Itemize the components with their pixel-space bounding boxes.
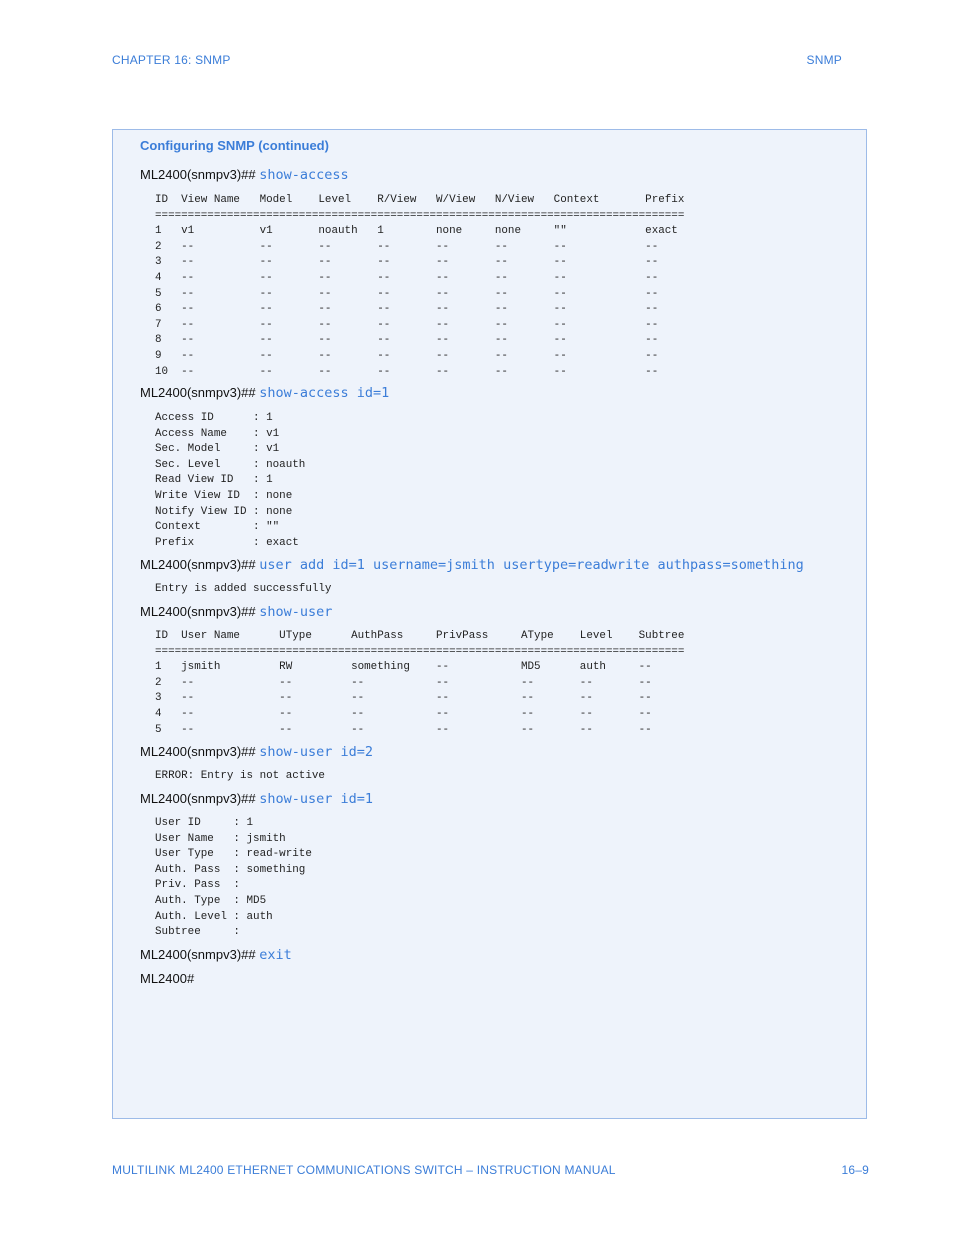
command-text: show-access [259,167,349,183]
prompt-label: ML2400(snmpv3)## [140,167,260,182]
detail-row: Context : "" [155,521,280,534]
command-text: show-user id=2 [259,744,374,760]
prompt-label: ML2400(snmpv3)## [140,791,260,806]
prompt-line [140,167,349,183]
user-detail [155,816,312,941]
detail-row: Sec. Level : noauth [155,458,306,471]
table-row: 4 -- -- -- -- -- -- -- [155,707,652,720]
table-row: 10 -- -- -- -- -- -- -- -- [155,365,659,378]
table-row: 1 v1 v1 noauth 1 none none "" exact [155,225,678,238]
prompt-label: ML2400(snmpv3)## [140,604,260,619]
prompt-line [140,791,373,807]
add-result: Entry is added successfully [155,583,332,595]
detail-row: Read View ID : 1 [155,474,273,487]
prompt-line [140,385,389,401]
table-row: 5 -- -- -- -- -- -- -- [155,723,652,736]
prompt-label: ML2400(snmpv3)## [140,557,260,572]
page-number: 16–9 [841,1163,869,1177]
box-title: Configuring SNMP (continued) [140,138,329,153]
prompt-line [140,947,292,963]
detail-row: Write View ID : none [155,489,293,502]
table-row: 3 -- -- -- -- -- -- -- -- [155,256,659,269]
table-separator: ================================================================================= [155,645,685,658]
section-header: SNMP [806,53,842,67]
detail-row: Sec. Model : v1 [155,443,280,456]
detail-row: Priv. Pass : [155,879,240,892]
detail-row: Auth. Level : auth [155,910,273,923]
detail-row: User Type : read-write [155,848,312,861]
command-text: exit [259,947,292,963]
table-row: 5 -- -- -- -- -- -- -- -- [155,287,659,300]
table-row: 9 -- -- -- -- -- -- -- -- [155,349,659,362]
table-row: 4 -- -- -- -- -- -- -- -- [155,271,659,284]
prompt-line [140,604,332,620]
detail-row: User Name : jsmith [155,832,286,845]
detail-row: Auth. Pass : something [155,863,306,876]
detail-row: Auth. Type : MD5 [155,894,267,907]
table-separator: ================================================================================= [155,209,685,222]
table-row: 8 -- -- -- -- -- -- -- -- [155,334,659,347]
detail-row: Access Name : v1 [155,427,280,440]
access-table [155,193,684,380]
final-prompt: ML2400# [140,971,195,986]
error-message: ERROR: Entry is not active [155,770,325,782]
table-row: 1 jsmith RW something -- MD5 auth -- [155,661,652,674]
table-row: 7 -- -- -- -- -- -- -- -- [155,318,659,331]
detail-row: Notify View ID : none [155,505,293,518]
detail-row: User ID : 1 [155,817,254,829]
table-row: 2 -- -- -- -- -- -- -- -- [155,240,659,253]
prompt-line [140,744,373,760]
manual-footer: MULTILINK ML2400 ETHERNET COMMUNICATIONS SWITCH – INSTRUCTION MANUAL [112,1163,616,1177]
table-header: ID User Name UType AuthPass PrivPass AType Level Subtree [155,630,685,642]
table-row: 6 -- -- -- -- -- -- -- -- [155,303,659,316]
command-text: show-user [259,604,333,620]
access-detail [155,411,305,551]
prompt-label: ML2400(snmpv3)## [140,385,260,400]
chapter-header: CHAPTER 16: SNMP [112,53,231,67]
detail-row: Subtree : [155,926,240,939]
command-text: show-user id=1 [259,791,374,807]
prompt-label: ML2400(snmpv3)## [140,744,260,759]
command-text: user add id=1 username=jsmith usertype=readwrite authpass=something [259,557,804,573]
table-header: ID View Name Model Level R/View W/View N/View Context Prefix [155,194,685,206]
detail-row: Prefix : exact [155,536,299,549]
table-row: 3 -- -- -- -- -- -- -- [155,692,652,705]
prompt-label: ML2400(snmpv3)## [140,947,260,962]
user-table [155,629,684,738]
table-row: 2 -- -- -- -- -- -- -- [155,676,652,689]
detail-row: Access ID : 1 [155,412,273,424]
prompt-line [140,557,804,573]
command-text: show-access id=1 [259,385,390,401]
